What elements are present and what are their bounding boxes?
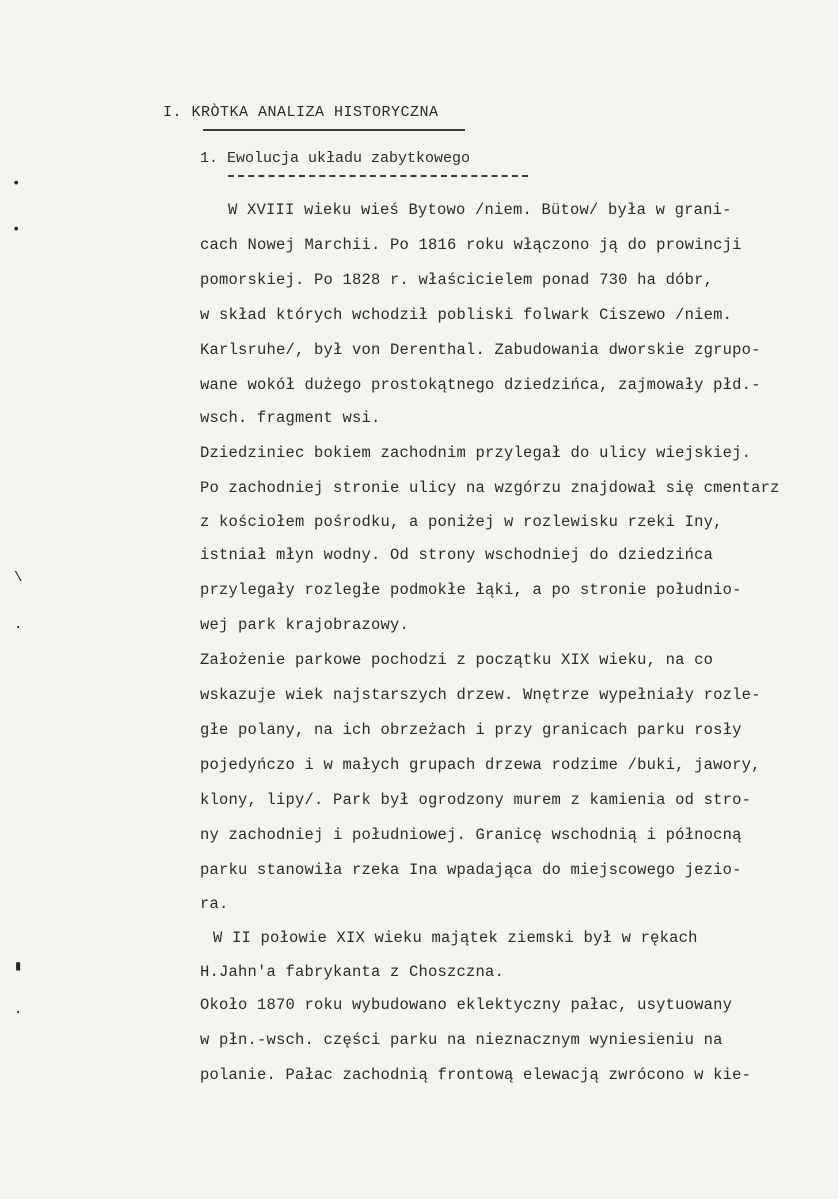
text-line: W XVIII wieku wieś Bytowo /niem. Bütow/ była w grani-: [228, 201, 732, 219]
text-line: parku stanowiła rzeka Ina wpadająca do miejscowego jezio-: [200, 861, 742, 879]
binding-hole-mark: ▮: [14, 959, 23, 975]
text-line: w skład których wchodził pobliski folwark Ciszewo /niem.: [200, 306, 733, 324]
text-line: wane wokół dużego prostokątnego dziedzińca, zajmowały płd.-: [200, 376, 761, 394]
text-line: Około 1870 roku wybudowano eklektyczny pałac, usytuowany: [200, 996, 733, 1014]
text-line: H.Jahn'a fabrykanta z Choszczna.: [200, 963, 505, 981]
text-line: przylegały rozległe podmokłe łąki, a po stronie południo-: [200, 581, 742, 599]
binding-hole-mark: ·: [14, 620, 23, 636]
binding-hole-mark: •: [12, 176, 21, 192]
text-line: pomorskiej. Po 1828 r. właścicielem ponad 730 ha dóbr,: [200, 271, 714, 289]
text-line: istniał młyn wodny. Od strony wschodniej do dziedzińca: [200, 546, 714, 564]
text-line: polanie. Pałac zachodnią frontową elewacją zwrócono w kie-: [200, 1066, 752, 1084]
text-line: wskazuje wiek najstarszych drzew. Wnętrze wypełniały rozle-: [200, 686, 761, 704]
text-line: Karlsruhe/, był von Derenthal. Zabudowania dworskie zgrupo-: [200, 341, 761, 359]
text-line: cach Nowej Marchii. Po 1816 roku włączono ją do prowincji: [200, 236, 742, 254]
subsection-underline: [228, 175, 528, 177]
text-line: głe polany, na ich obrzeżach i przy granicach parku rosły: [200, 721, 742, 739]
text-line: Założenie parkowe pochodzi z początku XIX wieku, na co: [200, 651, 714, 669]
binding-hole-mark: ·: [14, 1005, 23, 1021]
text-line: pojedyńczo i w małych grupach drzewa rodzime /buki, jawory,: [200, 756, 761, 774]
text-line: Dziedziniec bokiem zachodnim przylegał do ulicy wiejskiej.: [200, 444, 752, 462]
section-heading: I. KRÒTKA ANALIZA HISTORYCZNA: [163, 104, 439, 121]
text-line: wej park krajobrazowy.: [200, 616, 410, 634]
text-line: ra.: [200, 895, 229, 913]
heading-underline: [203, 129, 465, 131]
binding-hole-mark: •: [12, 222, 21, 238]
text-line: z kościołem pośrodku, a poniżej w rozlewisku rzeki Iny,: [200, 513, 723, 531]
binding-hole-mark: \: [14, 570, 23, 586]
subsection-heading: 1. Ewolucja układu zabytkowego: [200, 150, 471, 167]
text-line: Po zachodniej stronie ulicy na wzgórzu znajdował się cmentarz: [200, 479, 780, 497]
text-line: w płn.-wsch. części parku na nieznacznym wyniesieniu na: [200, 1031, 723, 1049]
text-line: ny zachodniej i południowej. Granicę wschodnią i północną: [200, 826, 742, 844]
text-line: W II połowie XIX wieku majątek ziemski był w rękach: [213, 929, 698, 947]
text-line: wsch. fragment wsi.: [200, 409, 381, 427]
text-line: klony, lipy/. Park był ogrodzony murem z kamienia od stro-: [200, 791, 752, 809]
